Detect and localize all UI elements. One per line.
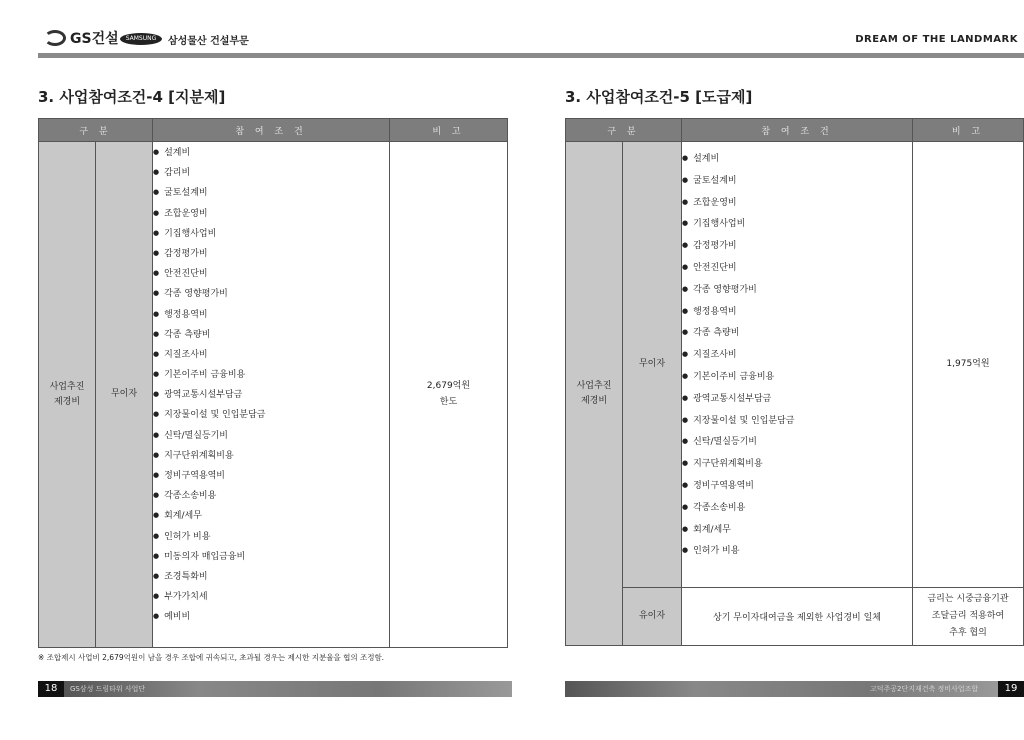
list-item: ● 부가가치세	[153, 586, 389, 606]
gs-logo-icon	[44, 30, 66, 46]
list-item: ● 기본이주비 금융비용	[682, 366, 912, 388]
list-item: ● 지질조사비	[153, 344, 389, 364]
left-section-title: 3. 사업참여조건-4 [지분제]	[38, 88, 226, 106]
list-item: ● 미동의자 매입금융비	[153, 546, 389, 566]
right-col-header-category: 구 분	[566, 119, 682, 142]
list-item: ● 지질조사비	[682, 344, 912, 366]
list-item: ● 인허가 비용	[682, 540, 912, 562]
list-item: ● 각종 영향평가비	[682, 279, 912, 301]
right-remarks-free-cell: 1,975억원	[913, 142, 1024, 588]
slogan: DREAM OF THE LANDMARK	[855, 34, 1018, 45]
list-item: ● 감정평가비	[682, 235, 912, 257]
right-items-cell	[682, 142, 913, 588]
right-paid-condition-cell: 상기 무이자대여금을 제외한 사업경비 일체	[682, 588, 913, 646]
list-item: ● 조합운영비	[153, 203, 389, 223]
page-header	[0, 0, 1024, 60]
left-footnote: ※ 조합제시 사업비 2,679억원이 남을 경우 조합에 귀속되고, 초과될 경우는 제시한 지분율을 협의 조정함.	[38, 653, 385, 662]
right-col-header-conditions: 참 여 조 건	[682, 119, 913, 142]
list-item: ● 행정용역비	[153, 304, 389, 324]
left-col-header-category: 구 분	[39, 119, 153, 142]
list-item: ● 각종소송비용	[153, 485, 389, 505]
list-item: ● 신탁/멸실등기비	[682, 431, 912, 453]
left-subcategory-cell: 무이자	[96, 142, 153, 648]
list-item: ● 기집행사업비	[682, 213, 912, 235]
list-item: ● 지구단위계획비용	[682, 453, 912, 475]
list-item: ● 정비구역용역비	[153, 465, 389, 485]
list-item: ● 광역교통시설부담금	[682, 388, 912, 410]
list-item: ● 행정용역비	[682, 301, 912, 323]
list-item: ● 설계비	[682, 148, 912, 170]
list-item: ● 기본이주비 금융비용	[153, 364, 389, 384]
list-item: ● 굴토설계비	[153, 182, 389, 202]
list-item: ● 기집행사업비	[153, 223, 389, 243]
list-item: ● 지장물이설 및 인입분담금	[153, 404, 389, 424]
right-subcategory-paid-cell: 유이자	[623, 588, 682, 646]
header-divider	[38, 53, 1024, 58]
right-category-cell: 사업추진 제경비	[566, 142, 623, 646]
list-item: ● 광역교통시설부담금	[153, 384, 389, 404]
right-subcategory-free-cell: 무이자	[623, 142, 682, 588]
left-page-number: 18	[38, 681, 64, 697]
list-item: ● 설계비	[153, 142, 389, 162]
list-item: ● 각종소송비용	[682, 497, 912, 519]
right-item-list	[682, 148, 912, 562]
left-category-cell: 사업추진 제경비	[39, 142, 96, 648]
samsung-logo: SAMSUNG	[120, 33, 162, 45]
left-footer-text: GS삼성 드림타워 사업단	[70, 685, 146, 693]
gs-logo-text: GS건설	[70, 31, 119, 47]
list-item: ● 지장물이설 및 인입분담금	[682, 410, 912, 432]
list-item: ● 회계/세무	[682, 519, 912, 541]
list-item: ● 조경특화비	[153, 566, 389, 586]
right-footer-text: 고덕주공2단지재건축 정비사업조합	[870, 685, 979, 693]
list-item: ● 인허가 비용	[153, 526, 389, 546]
list-item: ● 정비구역용역비	[682, 475, 912, 497]
list-item: ● 조합운영비	[682, 192, 912, 214]
left-col-header-conditions: 참 여 조 건	[153, 119, 390, 142]
left-remarks-amount: 2,679억원	[426, 381, 471, 392]
list-item: ● 감리비	[153, 162, 389, 182]
left-remarks-limit: 한도	[439, 396, 458, 407]
list-item: ● 안전진단비	[682, 257, 912, 279]
right-remarks-paid-cell: 금리는 시중금융기관 조달금리 적용하여 추후 협의	[913, 588, 1024, 646]
left-remarks-cell	[390, 142, 508, 648]
list-item: ● 지구단위계획비용	[153, 445, 389, 465]
list-item: ● 신탁/멸실등기비	[153, 425, 389, 445]
right-conditions-table	[565, 118, 1024, 646]
list-item: ● 각종 측량비	[153, 324, 389, 344]
right-col-header-remarks: 비 고	[913, 119, 1024, 142]
right-page-number: 19	[998, 681, 1024, 697]
list-item: ● 예비비	[153, 606, 389, 626]
list-item: ● 감정평가비	[153, 243, 389, 263]
samsung-text: 삼성물산 건설부문	[168, 36, 249, 47]
right-section-title: 3. 사업참여조건-5 [도급제]	[565, 88, 753, 106]
list-item: ● 굴토설계비	[682, 170, 912, 192]
list-item: ● 안전진단비	[153, 263, 389, 283]
list-item: ● 회계/세무	[153, 505, 389, 525]
left-item-list	[153, 142, 389, 627]
list-item: ● 각종 측량비	[682, 322, 912, 344]
left-conditions-table	[38, 118, 508, 648]
list-item: ● 각종 영향평가비	[153, 283, 389, 303]
left-items-cell	[153, 142, 390, 648]
left-col-header-remarks: 비 고	[390, 119, 508, 142]
gs-logo	[44, 28, 119, 48]
